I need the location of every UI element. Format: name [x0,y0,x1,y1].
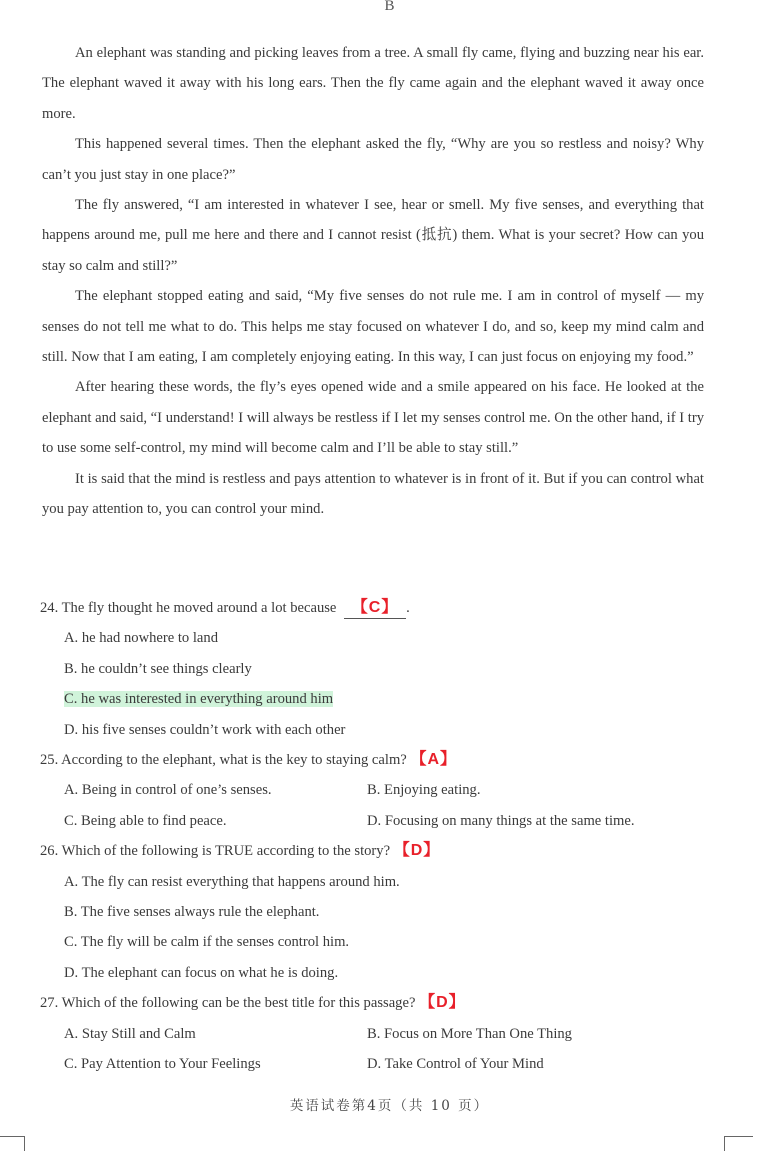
option-d: D. his five senses couldn’t work with each other [64,721,346,738]
answer-mark: 【C】 [351,599,399,616]
question-stem [40,988,720,1018]
option-c: C. Being able to find peace. [64,812,227,829]
answer-blank [344,598,406,619]
question-27 [40,988,720,1079]
answer-mark: 【A】 [410,751,457,769]
question-26 [40,836,720,988]
option-a: A. The fly can resist everything that happens around him. [64,873,400,890]
option-a: A. he had nowhere to land [64,630,218,647]
answer-mark: 【D】 [393,842,441,860]
option-list [64,623,720,745]
question-stem [40,745,720,775]
paragraph-5: After hearing these words, the fly’s eyes opened wide and a smile appeared on his face. He looked at the elephant and said, “I understand! I will always be restless if I let my senses control me. On the other hand, if I try to use some self-control, my mind will become calm and I’ll be able to stay still.” [42,379,704,457]
option-b: B. The five senses always rule the elephant. [64,904,320,921]
option-row [64,775,720,805]
question-list [40,593,720,1080]
question-stem: 24. The fly thought he moved around a lot because 【C】 . [40,593,720,623]
paragraph-1: An elephant was standing and picking leaves from a tree. A small fly came, flying and buzzing near his ear. The elephant waved it away with his long ears. Then the fly came again and the elephant waved it away once more. [42,45,704,122]
paragraph-4: The elephant stopped eating and said, “My five senses do not rule me. I am in control of myself — my senses do not tell me what to do. This helps me stay focused on whatever I do, and so, keep my mind calm and still. Now that I am eating, I am completely enjoying eating. In this way, I can just focus on enjoying my food.” [42,288,704,366]
option-d: D. The elephant can focus on what he is doing. [64,964,339,981]
option-list [64,775,720,836]
paragraph-6: It is said that the mind is restless and pays attention to whatever is in front of it. But if you can control what you pay attention to, you can control your mind. [42,470,704,518]
paragraph-2: This happened several times. Then the elephant asked the fly, “Why are you so restless and noisy? Why can’t you just stay in one place?” [42,136,704,183]
option-c [64,684,720,714]
question-text: 24. The fly thought he moved around a lot because [40,600,337,616]
question-text: 27. Which of the following can be the best title for this passage? [40,995,416,1012]
option-a: A. Being in control of one’s senses. [64,782,272,799]
option-list [64,1019,720,1080]
option-c: C. Pay Attention to Your Feelings [64,1056,261,1073]
option-c: C. The fly will be calm if the senses control him. [64,934,350,951]
question-24 [40,593,720,745]
option-row [64,1019,720,1049]
answer-mark: 【D】 [419,994,466,1012]
section-label: B [384,0,395,14]
crop-mark-right [724,1136,753,1151]
option-b: B. Focus on More Than One Thing [367,1025,572,1042]
question-25 [40,745,720,836]
paragraph-3: The fly answered, “I am interested in whatever I see, hear or smell. My five senses, and everything that happens around me, pull me here and there and I cannot resist (抵抗) them. What is your secret? How can you stay so calm and still?” [42,197,704,274]
crop-mark-left [0,1136,25,1151]
option-b: B. he couldn’t see things clearly [64,660,252,677]
highlighted-option: C. he was interested in everything around him [64,691,334,708]
option-d: D. Take Control of Your Mind [367,1056,544,1073]
reading-passage [42,38,704,525]
option-row [64,806,720,836]
option-a: A. Stay Still and Calm [64,1025,196,1042]
question-text: 26. Which of the following is TRUE according to the story? [40,843,391,860]
option-b: B. Enjoying eating. [367,782,481,799]
question-stem [40,836,720,866]
option-list [64,867,720,989]
page-footer: 英语试卷第4页（共 10 页） [289,1098,490,1114]
option-d: D. Focusing on many things at the same time. [367,812,635,829]
question-text: 25. According to the elephant, what is the key to staying calm? [40,752,407,769]
option-row [64,1049,720,1079]
